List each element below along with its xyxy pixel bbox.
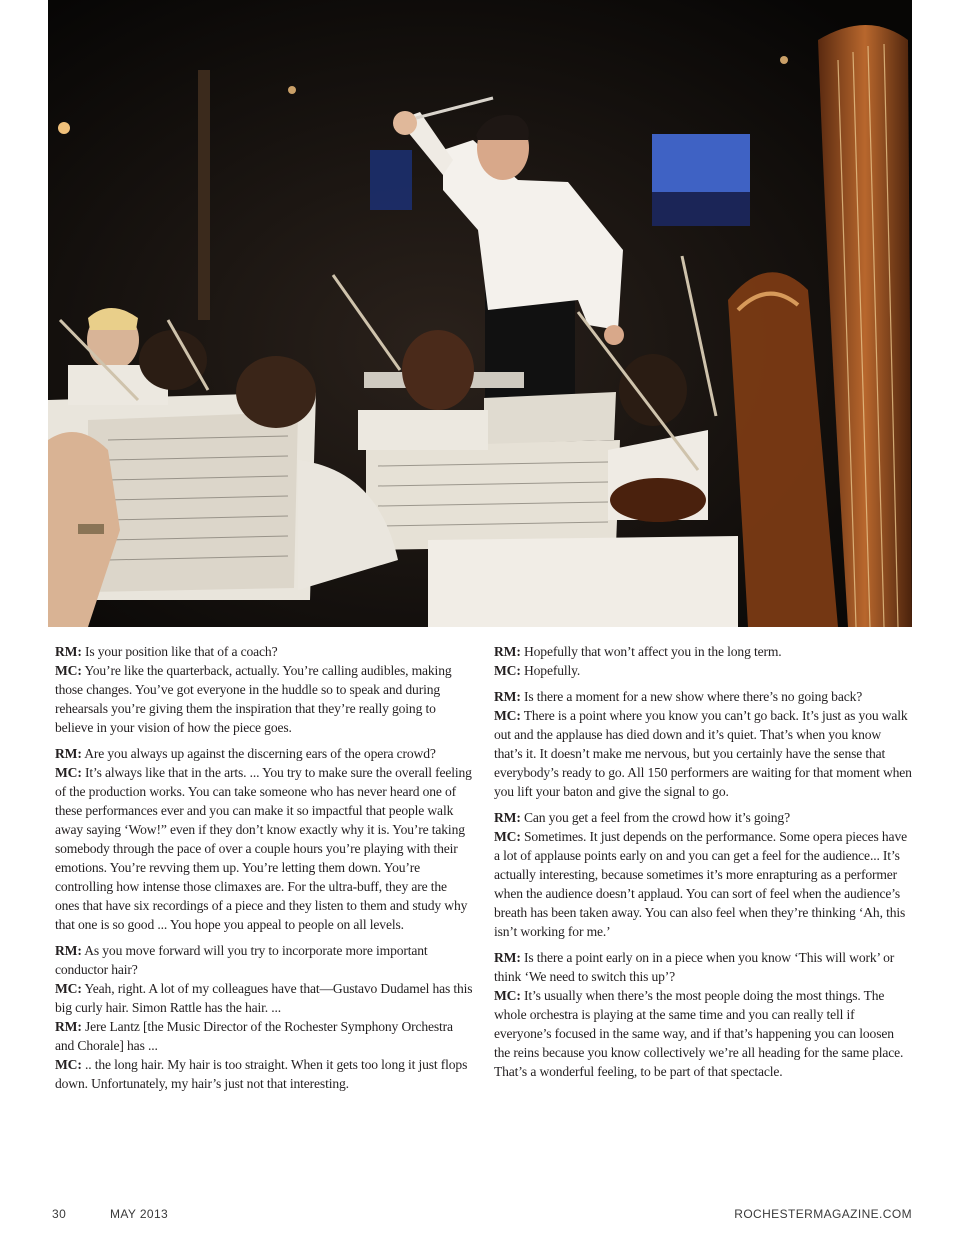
qa-block xyxy=(55,744,473,934)
speaker-label: RM: xyxy=(55,644,82,659)
interview-line xyxy=(494,808,912,827)
speaker-label: RM: xyxy=(55,943,82,958)
speaker-label: RM: xyxy=(494,810,521,825)
interview-text: Jere Lantz [the Music Director of the Rochester Symphony Orchestra and Chorale] has ... xyxy=(55,1019,453,1053)
interview-line xyxy=(494,687,912,706)
interview-text: It’s always like that in the arts. ... You try to make sure the overall feeling of the production works. You can take someone who has never heard one of these performances ever and you can make it so impactful that people walk away saying ‘Wow!” even if they don’t know exactly why it is. You’re taking somebody through the pace of over a couple hours you’re playing with their emotions. You’re revving them up. You’re letting them down. You’re controlling how intense those climaxes are. For the ultra-buff, they are the ones that have six recordings of a piece and they listen to them and study why that one is so good ... You hope you appeal to people on all levels. xyxy=(55,765,472,932)
interview-text: Hopefully that won’t affect you in the long term. xyxy=(520,644,782,659)
photo-illustration xyxy=(48,0,912,627)
speaker-label: MC: xyxy=(55,765,82,780)
interview-text: It’s usually when there’s the most people doing the most things. The whole orchestra is playing at the same time and you can really tell if everyone’s focused in the same way, and if that’s happening you can loosen the reins because you know collectively we’re all heading for the same place. That’s a wonderful feeling, to be part of that spectacle. xyxy=(494,988,904,1079)
qa-block xyxy=(494,808,912,941)
interview-line xyxy=(494,948,912,986)
interview-line xyxy=(55,941,473,979)
interview-line xyxy=(55,744,473,763)
interview-line xyxy=(494,642,912,661)
speaker-label: MC: xyxy=(494,988,521,1003)
interview-line xyxy=(55,661,473,737)
interview-text: Is there a point early on in a piece when you know ‘This will work’ or think ‘We need to switch this up’? xyxy=(494,950,895,984)
page-footer xyxy=(0,1207,960,1223)
speaker-label: MC: xyxy=(55,663,82,678)
speaker-label: MC: xyxy=(494,708,521,723)
interview-text: Are you always up against the discerning ears of the opera crowd? xyxy=(81,746,436,761)
speaker-label: RM: xyxy=(55,1019,82,1034)
speaker-label: RM: xyxy=(55,746,82,761)
website-url: ROCHESTERMAGAZINE.COM xyxy=(734,1207,912,1221)
article-column-left xyxy=(55,642,473,1100)
article-column-right xyxy=(494,642,912,1088)
speaker-label: MC: xyxy=(494,663,521,678)
interview-text: As you move forward will you try to incorporate more important conductor hair? xyxy=(55,943,428,977)
interview-text: Is your position like that of a coach? xyxy=(81,644,278,659)
interview-text: There is a point where you know you can’t go back. It’s just as you walk out and the applause has died down and it’s quiet. That’s when you know that’s it. It doesn’t make me nervous, but you certainly have the sense that everybody’s ready to go. All 150 performers are waiting for that moment when you lift your baton and give the signal to go. xyxy=(494,708,912,799)
interview-text: Yeah, right. A lot of my colleagues have that—Gustavo Dudamel has this big curly hair. Simon Rattle has the hair. ... xyxy=(55,981,473,1015)
speaker-label: RM: xyxy=(494,689,521,704)
interview-text: Sometimes. It just depends on the performance. Some opera pieces have a lot of applause points early on and you can get a feel for the audience... It’s actually interesting, because sometimes it’s more enrapturing as a performer when the audience doesn’t applaud. You can sort of feel when the audience’s breath has been taken away. You can also feel when they’re thinking ‘Ah, this isn’t working for me.’ xyxy=(494,829,907,939)
qa-block xyxy=(55,941,473,1093)
conductor-and-orchestra-photo xyxy=(48,0,912,627)
interview-line xyxy=(55,1017,473,1055)
interview-text: You’re like the quarterback, actually. You’re calling audibles, making those changes. You’ve got everyone in the huddle so to speak and during rehearsals you’re giving them the inspiration that they’re really going to believe in your vision of how the piece goes. xyxy=(55,663,452,735)
interview-line xyxy=(55,979,473,1017)
qa-block xyxy=(494,687,912,801)
speaker-label: MC: xyxy=(494,829,521,844)
speaker-label: RM: xyxy=(494,644,521,659)
interview-text: Can you get a feel from the crowd how it’s going? xyxy=(520,810,790,825)
qa-block xyxy=(494,948,912,1081)
interview-line xyxy=(55,763,473,934)
interview-line xyxy=(55,1055,473,1093)
speaker-label: RM: xyxy=(494,950,521,965)
interview-line xyxy=(494,986,912,1081)
interview-text: Is there a moment for a new show where there’s no going back? xyxy=(520,689,863,704)
issue-date: MAY 2013 xyxy=(110,1207,169,1221)
interview-line xyxy=(494,827,912,941)
page-number: 30 xyxy=(52,1207,67,1221)
interview-line xyxy=(494,661,912,680)
interview-line xyxy=(494,706,912,801)
interview-line xyxy=(55,642,473,661)
qa-block xyxy=(494,642,912,680)
interview-text: .. the long hair. My hair is too straight. When it gets too long it just flops down. Unfortunately, my hair’s just not that interesting. xyxy=(55,1057,468,1091)
qa-block xyxy=(55,642,473,737)
interview-text: Hopefully. xyxy=(520,663,581,678)
speaker-label: MC: xyxy=(55,1057,82,1072)
speaker-label: MC: xyxy=(55,981,82,996)
